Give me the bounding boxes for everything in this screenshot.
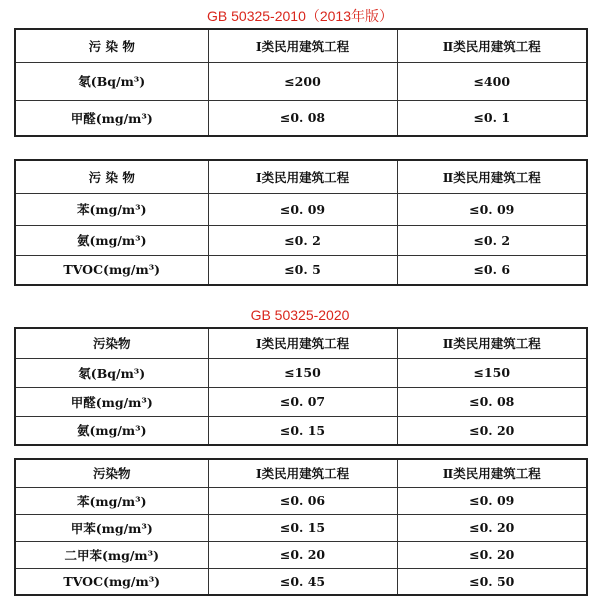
class-1-limit: ≤0. 20 [208,541,397,568]
header-class-1: Ⅰ类民用建筑工程 [208,328,397,358]
table-header-row [15,29,587,62]
class-2-limit: ≤0. 50 [397,568,587,595]
pollutant-cell: TVOC(mg/m³) [15,568,208,595]
class-1-limit: ≤150 [208,358,397,387]
table-row [15,255,587,285]
class-1-limit: ≤0. 08 [208,100,397,136]
class-2-limit: ≤150 [397,358,587,387]
class-1-limit: ≤0. 45 [208,568,397,595]
class-1-limit: ≤200 [208,62,397,100]
class-2-limit: ≤0. 09 [397,193,587,225]
class-1-limit: ≤0. 5 [208,255,397,285]
class-1-limit: ≤0. 15 [208,514,397,541]
pollutant-cell: 氨(mg/m³) [15,225,208,255]
class-2-limit: ≤0. 08 [397,387,587,416]
header-class-1: Ⅰ类民用建筑工程 [208,160,397,193]
table-header-row [15,160,587,193]
table-row [15,225,587,255]
class-2-limit: ≤0. 1 [397,100,587,136]
header-class-2: Ⅱ类民用建筑工程 [397,459,587,487]
class-2-limit: ≤0. 20 [397,541,587,568]
table-row [15,568,587,595]
table-row [15,62,587,100]
pollutant-cell: TVOC(mg/m³) [15,255,208,285]
standard-caption-2010: GB 50325-2010（2013年版） [207,8,393,24]
pollutant-cell: 甲醛(mg/m³) [15,387,208,416]
limits-table-2020-b [14,458,588,596]
header-pollutant: 污染物 [15,328,208,358]
pollutant-cell: 二甲苯(mg/m³) [15,541,208,568]
class-2-limit: ≤400 [397,62,587,100]
table-row [15,100,587,136]
header-class-2: Ⅱ类民用建筑工程 [397,160,587,193]
standard-caption-2020: GB 50325-2020 [250,307,350,323]
table-row [15,358,587,387]
class-2-limit: ≤0. 20 [397,514,587,541]
class-1-limit: ≤0. 2 [208,225,397,255]
class-2-limit: ≤0. 09 [397,487,587,514]
class-1-limit: ≤0. 07 [208,387,397,416]
limits-table-2020-a [14,327,588,446]
header-class-1: Ⅰ类民用建筑工程 [208,459,397,487]
class-1-limit: ≤0. 09 [208,193,397,225]
table-row [15,387,587,416]
table-row [15,541,587,568]
header-class-2: Ⅱ类民用建筑工程 [397,29,587,62]
table-row [15,416,587,445]
class-1-limit: ≤0. 15 [208,416,397,445]
table-header-row [15,459,587,487]
table-header-row [15,328,587,358]
class-2-limit: ≤0. 2 [397,225,587,255]
header-pollutant: 污染物 [15,459,208,487]
pollutant-cell: 苯(mg/m³) [15,193,208,225]
header-pollutant: 污 染 物 [15,160,208,193]
class-2-limit: ≤0. 6 [397,255,587,285]
pollutant-cell: 氡(Bq/m³) [15,62,208,100]
limits-table-2010-a [14,28,588,137]
limits-table-2010-b [14,159,588,286]
class-2-limit: ≤0. 20 [397,416,587,445]
pollutant-cell: 甲苯(mg/m³) [15,514,208,541]
pollutant-cell: 氨(mg/m³) [15,416,208,445]
header-class-1: Ⅰ类民用建筑工程 [208,29,397,62]
header-pollutant: 污 染 物 [15,29,208,62]
table-row [15,514,587,541]
header-class-2: Ⅱ类民用建筑工程 [397,328,587,358]
pollutant-cell: 苯(mg/m³) [15,487,208,514]
class-1-limit: ≤0. 06 [208,487,397,514]
table-row [15,487,587,514]
pollutant-cell: 甲醛(mg/m³) [15,100,208,136]
table-row [15,193,587,225]
pollutant-cell: 氡(Bq/m³) [15,358,208,387]
